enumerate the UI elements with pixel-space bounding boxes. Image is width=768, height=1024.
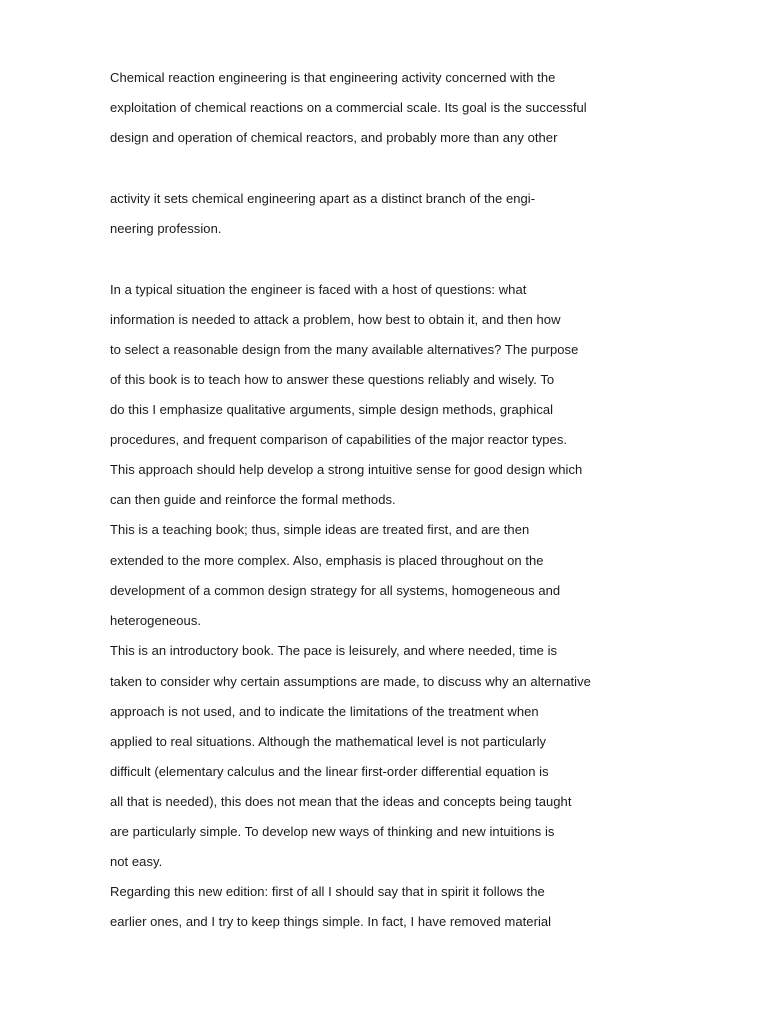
- text-line: applied to real situations. Although the mathematical level is not particularly: [110, 734, 547, 749]
- text-line: are particularly simple. To develop new ways of thinking and new intuitions is: [110, 824, 555, 839]
- text-line: Chemical reaction engineering is that engineering activity concerned with the: [110, 70, 556, 85]
- text-line: exploitation of chemical reactions on a commercial scale. Its goal is the successful: [110, 100, 587, 115]
- text-line: In a typical situation the engineer is faced with a host of questions: what: [110, 282, 527, 297]
- text-line: to select a reasonable design from the many available alternatives? The purpose: [110, 342, 579, 357]
- text-line: This approach should help develop a strong intuitive sense for good design which: [110, 462, 583, 477]
- text-line: taken to consider why certain assumptions are made, to discuss why an alternative: [110, 674, 591, 689]
- text-line: information is needed to attack a problem, how best to obtain it, and then how: [110, 312, 561, 327]
- text-line: of this book is to teach how to answer these questions reliably and wisely. To: [110, 372, 555, 387]
- text-line: earlier ones, and I try to keep things simple. In fact, I have removed material: [110, 914, 552, 929]
- text-line: development of a common design strategy for all systems, homogeneous and: [110, 583, 561, 598]
- text-line: This is an introductory book. The pace is leisurely, and where needed, time is: [110, 643, 558, 658]
- text-line: all that is needed), this does not mean that the ideas and concepts being taught: [110, 794, 572, 809]
- text-line: activity it sets chemical engineering apart as a distinct branch of the engi-: [110, 191, 536, 206]
- text-line: extended to the more complex. Also, emphasis is placed throughout on the: [110, 553, 544, 568]
- text-line: neering profession.: [110, 221, 222, 236]
- text-line: approach is not used, and to indicate the limitations of the treatment when: [110, 704, 539, 719]
- text-line: design and operation of chemical reactors, and probably more than any other: [110, 130, 558, 145]
- text-line: do this I emphasize qualitative arguments, simple design methods, graphical: [110, 402, 554, 417]
- text-line: procedures, and frequent comparison of capabilities of the major reactor types.: [110, 432, 568, 447]
- text-line: not easy.: [110, 854, 163, 869]
- text-line: difficult (elementary calculus and the linear first-order differential equation is: [110, 764, 549, 779]
- text-line: This is a teaching book; thus, simple ideas are treated first, and are then: [110, 522, 530, 537]
- text-line: Regarding this new edition: first of all I should say that in spirit it follows the: [110, 884, 545, 899]
- text-line: can then guide and reinforce the formal methods.: [110, 492, 396, 507]
- text-line: heterogeneous.: [110, 613, 202, 628]
